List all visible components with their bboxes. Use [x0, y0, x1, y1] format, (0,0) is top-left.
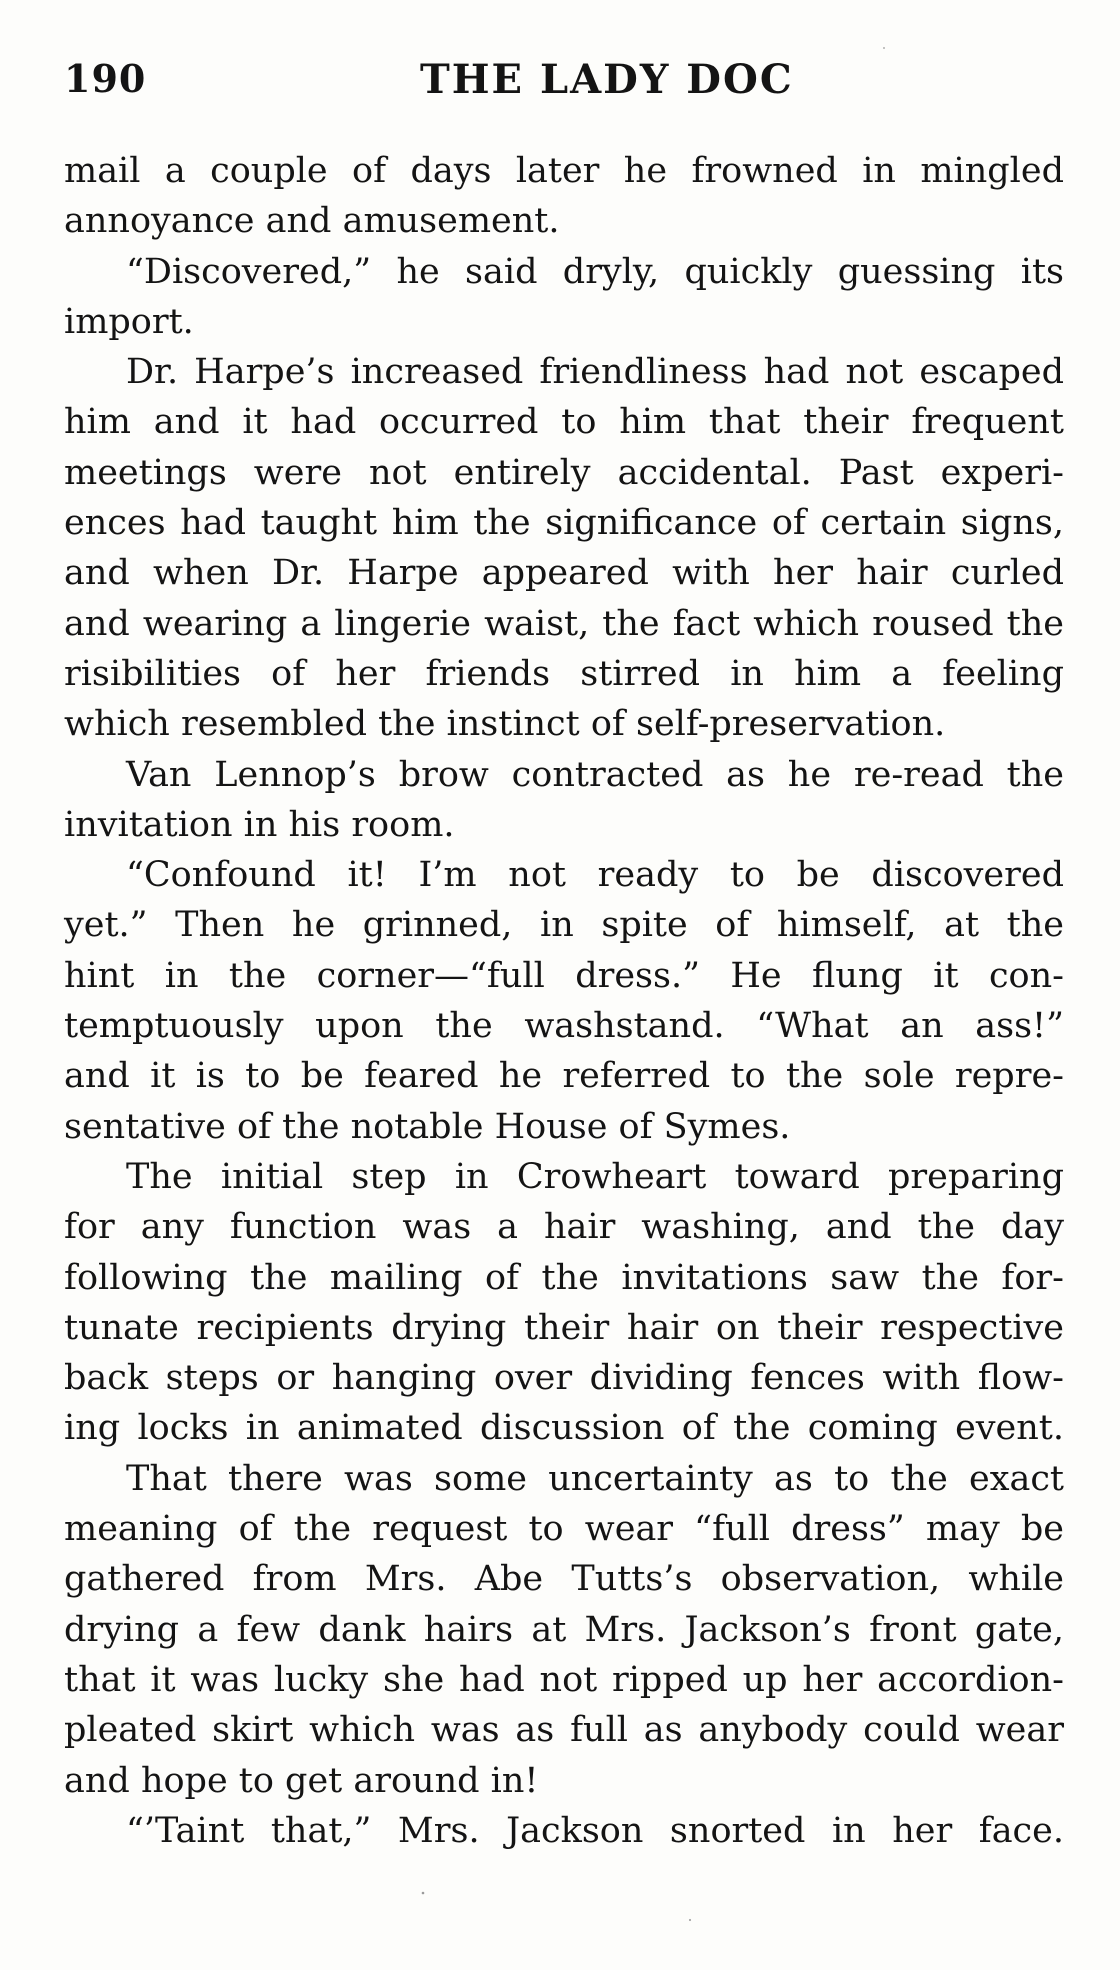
text-line: for any function was a hair washing, and the day — [64, 1207, 1064, 1248]
page-number: 190 — [64, 56, 147, 101]
running-title: THE LADY DOC — [420, 56, 794, 103]
text-line: risibilities of her friends stirred in him a feeling — [64, 653, 1064, 694]
text-line: import. — [64, 301, 194, 342]
text-line: tunate recipients drying their hair on their respective — [64, 1307, 1064, 1348]
text-line: following the mailing of the invitations saw the for- — [64, 1257, 1064, 1298]
text-line: The initial step in Crowheart toward preparing — [126, 1156, 1064, 1197]
text-line: and wearing a lingerie waist, the fact which roused the — [64, 603, 1064, 644]
ink-speck — [422, 1892, 425, 1895]
text-line: ing locks in animated discussion of the coming event. — [64, 1408, 1064, 1449]
text-line: meaning of the request to wear “full dress” may be — [64, 1509, 1064, 1550]
text-line: gathered from Mrs. Abe Tutts’s observation, while — [64, 1559, 1064, 1600]
text-line: drying a few dank hairs at Mrs. Jackson’s front gate, — [64, 1609, 1064, 1650]
text-line: meetings were not entirely accidental. Past experi- — [64, 452, 1064, 493]
text-line: back steps or hanging over dividing fences with flow- — [64, 1358, 1064, 1399]
text-line: him and it had occurred to him that their frequent — [64, 402, 1064, 443]
text-line: Dr. Harpe’s increased friendliness had not escaped — [126, 352, 1064, 393]
text-line: “Confound it! I’m not ready to be discovered — [126, 855, 1064, 896]
text-line: that it was lucky she had not ripped up her accordion- — [64, 1659, 1064, 1700]
text-line: temptuously upon the washstand. “What an ass!” — [64, 1006, 1064, 1047]
ink-speck — [883, 47, 885, 49]
text-line: invitation in his room. — [64, 804, 455, 845]
text-line: “’Taint that,” Mrs. Jackson snorted in her face. — [126, 1810, 1064, 1851]
ink-speck — [689, 1919, 691, 1921]
text-line: Van Lennop’s brow contracted as he re-read the — [126, 754, 1064, 795]
text-line: and when Dr. Harpe appeared with her hair curled — [64, 553, 1064, 594]
text-line: yet.” Then he grinned, in spite of himself, at the — [64, 905, 1064, 946]
text-line: ences had taught him the significance of certain signs, — [64, 503, 1064, 544]
text-line: hint in the corner—“full dress.” He flung it con- — [64, 955, 1064, 996]
text-line: annoyance and amusement. — [64, 201, 560, 242]
text-line: That there was some uncertainty as to the exact — [126, 1458, 1064, 1499]
text-line: pleated skirt which was as full as anybody could wear — [64, 1710, 1064, 1751]
text-line: sentative of the notable House of Symes. — [64, 1106, 791, 1147]
text-line: and it is to be feared he referred to the sole repre- — [64, 1056, 1064, 1097]
text-line: and hope to get around in! — [64, 1760, 539, 1801]
text-line: “Discovered,” he said dryly, quickly guessing its — [126, 251, 1064, 292]
text-line: which resembled the instinct of self-preservation. — [64, 704, 946, 745]
text-line: mail a couple of days later he frowned in mingled — [64, 151, 1064, 191]
